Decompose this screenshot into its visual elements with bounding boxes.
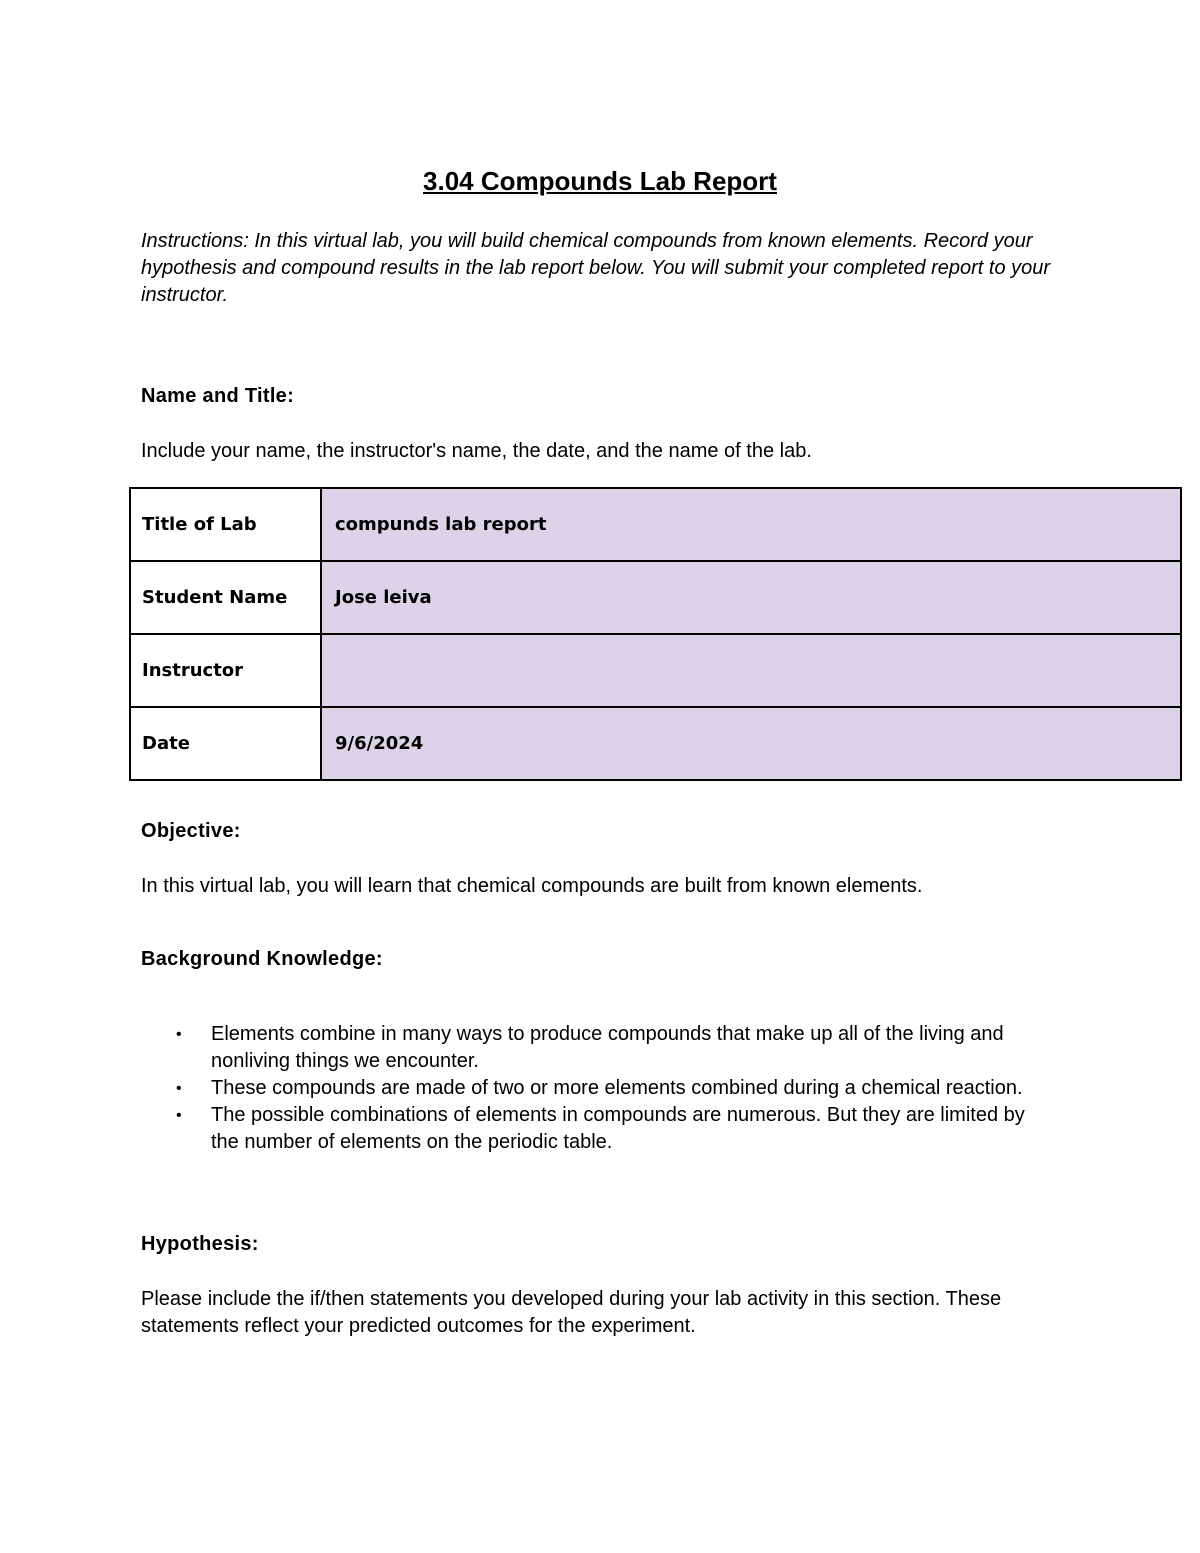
list-item [176,1021,1036,1075]
bullet-text: The possible combinations of elements in compounds are numerous. But they are limited by the number of elements on the periodic table. [211,1104,1025,1153]
date-label: Date [130,707,321,780]
instructor-value[interactable] [321,634,1181,707]
bullet-icon: • [176,1107,182,1124]
objective-heading: Objective: [141,820,241,842]
page-title: 3.04 Compounds Lab Report [423,166,777,196]
hypothesis-heading: Hypothesis: [141,1233,259,1255]
list-item [176,1075,1036,1102]
name-title-heading: Name and Title: [141,385,295,407]
hypothesis-text: Please include the if/then statements you developed during your lab activity in this section. These statements reflect your predicted outcomes for the experiment. [141,1288,1002,1337]
objective-text: In this virtual lab, you will learn that chemical compounds are built from known elements. [141,875,923,897]
info-table [129,487,1182,781]
date-value[interactable]: 9/6/2024 [321,707,1181,780]
instructor-label: Instructor [130,634,321,707]
background-bullet-list [176,1021,1036,1156]
title-of-lab-label: Title of Lab [130,488,321,561]
table-row-title [130,488,1181,561]
name-title-text: Include your name, the instructor's name, the date, and the name of the lab. [141,440,812,462]
table-row-instructor [130,634,1181,707]
student-name-value[interactable]: Jose leiva [321,561,1181,634]
bullet-text: Elements combine in many ways to produce compounds that make up all of the living and nonliving things we encounter. [211,1023,1004,1072]
background-heading: Background Knowledge: [141,948,383,970]
table-row-date [130,707,1181,780]
bullet-icon: • [176,1026,182,1043]
title-of-lab-value[interactable]: compunds lab report [321,488,1181,561]
table-row-student [130,561,1181,634]
instructions-text: Instructions: In this virtual lab, you will build chemical compounds from known elements. Record your hypothesis and compound results in the lab report below. You will submit your completed report to your instructor. [141,230,1051,306]
list-item [176,1102,1036,1156]
bullet-icon: • [176,1080,182,1097]
student-name-label: Student Name [130,561,321,634]
bullet-text: These compounds are made of two or more elements combined during a chemical reaction. [211,1077,1023,1099]
